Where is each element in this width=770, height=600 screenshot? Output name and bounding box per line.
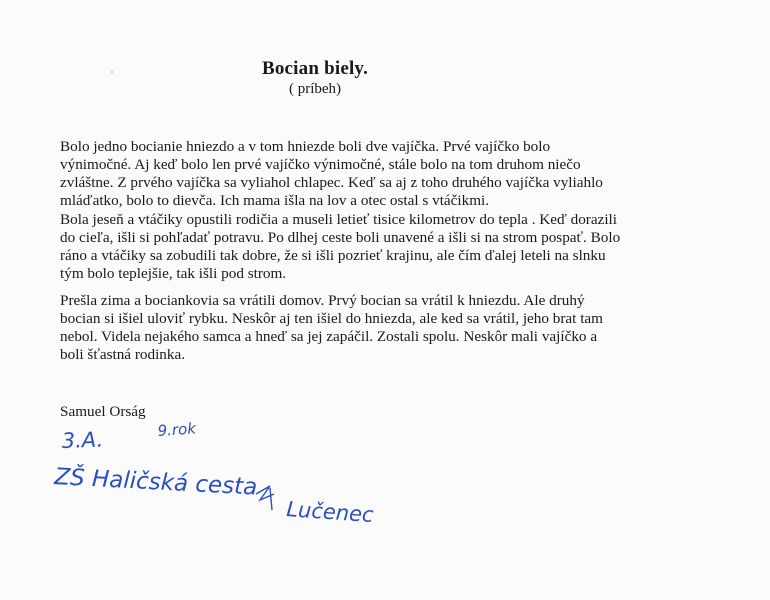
text-line: mláďatko, bolo to dievča. Ich mama išla na lov a otec ostal s vtáčikmi. bbox=[60, 192, 490, 210]
text-line: Bolo jedno bocianie hniezdo a v tom hniezde boli dve vajíčka. Prvé vajíčko bolo bbox=[60, 138, 551, 155]
paragraph-2 bbox=[60, 211, 700, 283]
paragraph-1 bbox=[60, 138, 700, 210]
text-line: zvláštne. Z prvého vajíčka sa vyliahol chlapec. Keď sa aj z toho druhého vajíčka vyliahlo bbox=[60, 174, 603, 192]
handwritten-grade: 9.rok bbox=[157, 419, 197, 440]
text-line: Bola jeseň a vtáčiky opustili rodičia a museli letieť tisice kilometrov do tepla . Keď dorazili bbox=[60, 211, 617, 228]
text-line: ráno a vtáčiky sa zobudili tak dobre, že si išli pozrieť krajinu, ale čím ďalej leteli na slnku bbox=[60, 247, 606, 265]
text-line: nebol. Videla nejakého samca a hneď sa jej zapáčil. Zostali spolu. Neskôr mali vajíčko a bbox=[60, 328, 598, 346]
handwritten-school: ZŠ Haličská cesta bbox=[53, 464, 258, 501]
author-name: Samuel Orság bbox=[60, 403, 146, 420]
handwritten-class: 3.A. bbox=[61, 427, 104, 453]
handwritten-z-mark bbox=[256, 486, 274, 510]
story-subtitle: ( príbeh) bbox=[288, 81, 342, 97]
handwritten-note bbox=[50, 418, 390, 528]
story-title: Bocian biely. bbox=[261, 58, 369, 79]
handwritten-city: Lučenec bbox=[285, 497, 375, 528]
text-line: výnimočné. Aj keď bolo len prvé vajíčko výnimočné, stále bolo na tom druhom niečo bbox=[60, 156, 581, 174]
text-line: boli šťastná rodinka. bbox=[60, 346, 186, 364]
text-line: Prešla zima a bociankovia sa vrátili domov. Prvý bocian sa vrátil k hniezdu. Ale druhý bbox=[60, 292, 585, 309]
text-line: tým bolo teplejšie, tak išli pod strom. bbox=[60, 265, 287, 283]
text-line: bocian si išiel uloviť rybku. Neskôr aj ten išiel do hniezda, ale ked sa vrátil, jeho brat tam bbox=[60, 310, 603, 328]
text-line: do cieľa, išli si pohľadať potravu. Po dlhej ceste boli unavené a išli si na strom pospať. Bolo bbox=[60, 229, 621, 247]
paragraph-3 bbox=[60, 292, 700, 364]
